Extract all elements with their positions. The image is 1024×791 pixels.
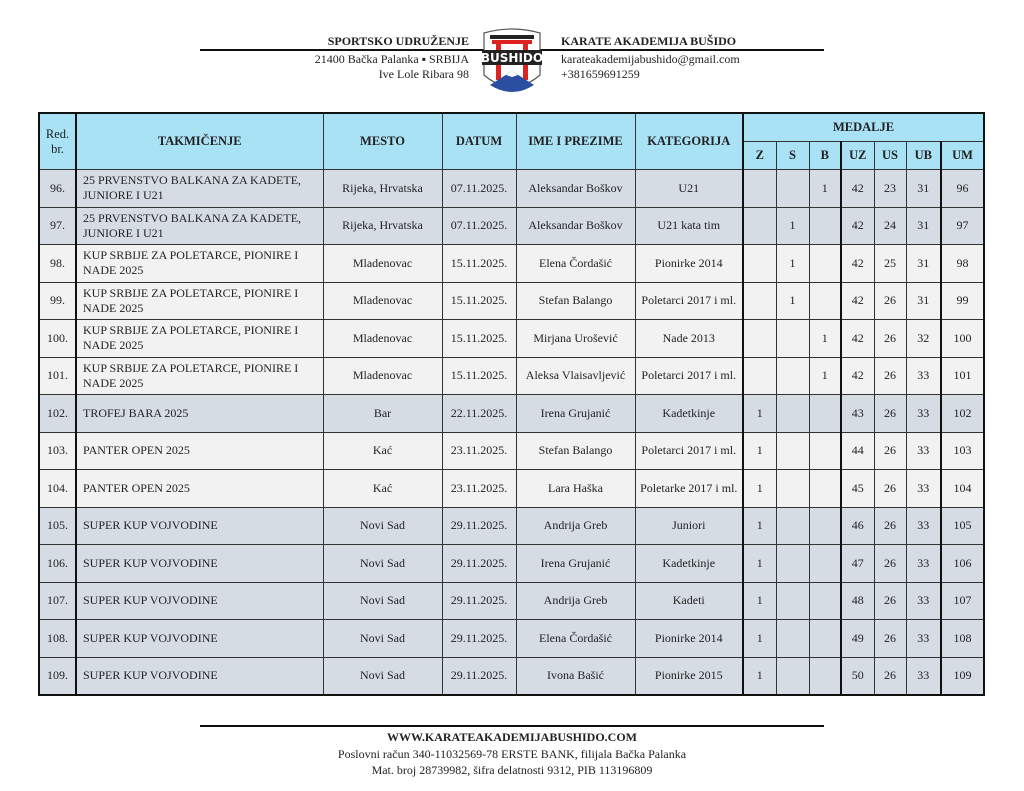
cell-place: Mladenovac [323,282,442,320]
cell-us: 26 [874,282,906,320]
table-row [39,657,984,695]
cell-b [809,207,841,245]
table-row [39,282,984,320]
cell-cat: Pionirke 2014 [635,620,743,658]
cell-s [776,432,809,470]
cell-s [776,395,809,433]
cell-us: 25 [874,245,906,283]
cell-place: Rijeka, Hrvatska [323,207,442,245]
cell-date: 15.11.2025. [442,245,516,283]
cell-b: 1 [809,320,841,358]
cell-cat: U21 kata tim [635,207,743,245]
cell-ub: 33 [906,470,941,508]
cell-um: 105 [941,507,984,545]
cell-b [809,395,841,433]
cell-name: Stefan Balango [516,432,635,470]
cell-no: 99. [39,282,76,320]
cell-no: 98. [39,245,76,283]
table-row [39,545,984,583]
cell-place: Novi Sad [323,545,442,583]
cell-uz: 42 [841,282,874,320]
cell-b [809,245,841,283]
cell-place: Mladenovac [323,320,442,358]
cell-z: 1 [743,582,776,620]
cell-z: 1 [743,657,776,695]
cell-place: Novi Sad [323,507,442,545]
cell-s [776,357,809,395]
cell-us: 26 [874,657,906,695]
table-row [39,207,984,245]
cell-us: 26 [874,320,906,358]
cell-s [776,545,809,583]
cell-z: 1 [743,395,776,433]
medals-table [38,112,985,696]
cell-ub: 31 [906,282,941,320]
bushido-logo [478,27,546,97]
cell-place: Mladenovac [323,357,442,395]
cell-uz: 44 [841,432,874,470]
cell-cat: Poletarci 2017 i ml. [635,282,743,320]
footer-divider [200,725,824,727]
cell-name: Andrija Greb [516,582,635,620]
cell-comp: SUPER KUP VOJVODINE [76,657,323,695]
cell-date: 23.11.2025. [442,432,516,470]
cell-place: Mladenovac [323,245,442,283]
cell-um: 100 [941,320,984,358]
table-row [39,432,984,470]
cell-um: 98 [941,245,984,283]
cell-us: 23 [874,170,906,208]
cell-um: 99 [941,282,984,320]
cell-name: Stefan Balango [516,282,635,320]
cell-us: 26 [874,357,906,395]
cell-z: 1 [743,620,776,658]
header-medal-ub: UB [906,142,941,170]
header-mesto: MESTO [323,113,442,170]
cell-b [809,470,841,508]
cell-z: 1 [743,432,776,470]
cell-um: 109 [941,657,984,695]
cell-uz: 42 [841,245,874,283]
cell-z [743,207,776,245]
cell-us: 24 [874,207,906,245]
cell-um: 106 [941,545,984,583]
cell-cat: Kadeti [635,582,743,620]
table-row [39,357,984,395]
club-title: KARATE AKADEMIJA BUŠIDO [561,34,737,48]
cell-b [809,507,841,545]
header-kategorija: KATEGORIJA [635,113,743,170]
cell-um: 102 [941,395,984,433]
cell-comp: SUPER KUP VOJVODINE [76,507,323,545]
cell-ub: 33 [906,545,941,583]
cell-ub: 31 [906,245,941,283]
cell-z [743,245,776,283]
cell-z: 1 [743,507,776,545]
table-row [39,320,984,358]
cell-comp: KUP SRBIJE ZA POLETARCE, PIONIRE I NADE 2025 [76,282,323,320]
cell-s [776,320,809,358]
header-medal-um: UM [941,142,984,170]
header-red-br: Red. br. [39,113,76,170]
cell-comp: PANTER OPEN 2025 [76,470,323,508]
cell-b [809,620,841,658]
table-row [39,507,984,545]
cell-b [809,582,841,620]
cell-date: 29.11.2025. [442,582,516,620]
cell-ub: 32 [906,320,941,358]
cell-us: 26 [874,470,906,508]
table-row [39,170,984,208]
cell-us: 26 [874,545,906,583]
cell-cat: Pionirke 2015 [635,657,743,695]
cell-s [776,470,809,508]
cell-comp: PANTER OPEN 2025 [76,432,323,470]
cell-um: 107 [941,582,984,620]
header-medalje: MEDALJE [743,113,984,142]
association-street: Ive Lole Ribara 98 [378,67,469,81]
cell-comp: KUP SRBIJE ZA POLETARCE, PIONIRE I NADE 2025 [76,245,323,283]
cell-us: 26 [874,620,906,658]
cell-z [743,282,776,320]
cell-uz: 42 [841,357,874,395]
cell-s [776,620,809,658]
cell-comp: SUPER KUP VOJVODINE [76,545,323,583]
cell-z [743,357,776,395]
cell-cat: Poletarci 2017 i ml. [635,357,743,395]
cell-uz: 45 [841,470,874,508]
cell-no: 109. [39,657,76,695]
cell-no: 104. [39,470,76,508]
association-title: SPORTSKO UDRUŽENJE [327,34,469,48]
cell-b: 1 [809,170,841,208]
cell-um: 101 [941,357,984,395]
cell-place: Rijeka, Hrvatska [323,170,442,208]
cell-s [776,657,809,695]
cell-name: Aleksandar Boškov [516,207,635,245]
footer-bank: Poslovni račun 340-11032569-78 ERSTE BANK, filijala Bačka Palanka [337,747,687,761]
cell-ub: 33 [906,507,941,545]
header-ime: IME I PREZIME [516,113,635,170]
cell-cat: Pionirke 2014 [635,245,743,283]
cell-name: Elena Čordašić [516,620,635,658]
cell-cat: U21 [635,170,743,208]
cell-date: 07.11.2025. [442,170,516,208]
cell-comp: 25 PRVENSTVO BALKANA ZA KADETE, JUNIORE I U21 [76,170,323,208]
cell-um: 108 [941,620,984,658]
cell-place: Bar [323,395,442,433]
cell-cat: Kadetkinje [635,395,743,433]
cell-ub: 33 [906,620,941,658]
cell-name: Irena Grujanić [516,395,635,433]
cell-ub: 31 [906,170,941,208]
cell-place: Kać [323,470,442,508]
cell-date: 22.11.2025. [442,395,516,433]
cell-z [743,320,776,358]
cell-name: Elena Čordašić [516,245,635,283]
cell-name: Aleksandar Boškov [516,170,635,208]
cell-cat: Nade 2013 [635,320,743,358]
club-email: karateakademijabushido@gmail.com [561,52,740,66]
cell-date: 15.11.2025. [442,357,516,395]
cell-ub: 33 [906,395,941,433]
cell-no: 107. [39,582,76,620]
cell-ub: 33 [906,357,941,395]
cell-name: Ivona Bašić [516,657,635,695]
cell-date: 29.11.2025. [442,620,516,658]
cell-no: 108. [39,620,76,658]
cell-uz: 48 [841,582,874,620]
cell-uz: 42 [841,320,874,358]
cell-no: 97. [39,207,76,245]
cell-no: 105. [39,507,76,545]
header-medal-s: S [776,142,809,170]
cell-no: 96. [39,170,76,208]
cell-s [776,582,809,620]
cell-b [809,657,841,695]
cell-us: 26 [874,507,906,545]
cell-s [776,507,809,545]
cell-uz: 47 [841,545,874,583]
cell-z: 1 [743,545,776,583]
header-medal-us: US [874,142,906,170]
cell-comp: 25 PRVENSTVO BALKANA ZA KADETE, JUNIORE I U21 [76,207,323,245]
cell-cat: Kadetkinje [635,545,743,583]
cell-z [743,170,776,208]
cell-comp: KUP SRBIJE ZA POLETARCE, PIONIRE I NADE 2025 [76,357,323,395]
cell-um: 103 [941,432,984,470]
cell-name: Irena Grujanić [516,545,635,583]
cell-us: 26 [874,432,906,470]
cell-z: 1 [743,470,776,508]
footer-website: WWW.KARATEAKADEMIJABUSHIDO.COM [386,730,638,744]
cell-us: 26 [874,395,906,433]
svg-text:BUSHIDO: BUSHIDO [480,51,544,65]
cell-cat: Juniori [635,507,743,545]
cell-date: 15.11.2025. [442,282,516,320]
cell-cat: Poletarci 2017 i ml. [635,432,743,470]
cell-uz: 43 [841,395,874,433]
cell-s: 1 [776,207,809,245]
cell-um: 104 [941,470,984,508]
cell-date: 15.11.2025. [442,320,516,358]
cell-name: Aleksa Vlaisavljević [516,357,635,395]
cell-no: 101. [39,357,76,395]
header-medal-z: Z [743,142,776,170]
cell-s: 1 [776,245,809,283]
cell-us: 26 [874,582,906,620]
cell-name: Mirjana Urošević [516,320,635,358]
table-row [39,582,984,620]
cell-comp: KUP SRBIJE ZA POLETARCE, PIONIRE I NADE 2025 [76,320,323,358]
cell-date: 07.11.2025. [442,207,516,245]
cell-uz: 42 [841,207,874,245]
cell-comp: SUPER KUP VOJVODINE [76,620,323,658]
footer-registration: Mat. broj 28739982, šifra delatnosti 9312, PIB 113196809 [371,763,653,777]
cell-ub: 31 [906,207,941,245]
cell-place: Kać [323,432,442,470]
cell-um: 97 [941,207,984,245]
cell-ub: 33 [906,582,941,620]
cell-name: Andrija Greb [516,507,635,545]
cell-comp: SUPER KUP VOJVODINE [76,582,323,620]
cell-uz: 42 [841,170,874,208]
table-row [39,395,984,433]
cell-cat: Poletarke 2017 i ml. [635,470,743,508]
cell-ub: 33 [906,657,941,695]
header-medal-b: B [809,142,841,170]
cell-ub: 33 [906,432,941,470]
cell-date: 29.11.2025. [442,545,516,583]
association-address: 21400 Bačka Palanka ▪ SRBIJA [314,52,469,66]
cell-no: 106. [39,545,76,583]
cell-b: 1 [809,357,841,395]
cell-b [809,545,841,583]
cell-no: 102. [39,395,76,433]
cell-date: 23.11.2025. [442,470,516,508]
cell-uz: 49 [841,620,874,658]
table-row [39,245,984,283]
cell-comp: TROFEJ BARA 2025 [76,395,323,433]
cell-place: Novi Sad [323,582,442,620]
club-phone: +381659691259 [561,67,640,81]
cell-no: 103. [39,432,76,470]
header-datum: DATUM [442,113,516,170]
cell-name: Lara Haška [516,470,635,508]
cell-um: 96 [941,170,984,208]
cell-uz: 50 [841,657,874,695]
cell-s [776,170,809,208]
table-row [39,620,984,658]
cell-s: 1 [776,282,809,320]
table-row [39,470,984,508]
cell-b [809,432,841,470]
header-takmicenje: TAKMIČENJE [76,113,323,170]
header-medal-uz: UZ [841,142,874,170]
cell-no: 100. [39,320,76,358]
cell-place: Novi Sad [323,657,442,695]
cell-place: Novi Sad [323,620,442,658]
cell-date: 29.11.2025. [442,507,516,545]
cell-date: 29.11.2025. [442,657,516,695]
cell-uz: 46 [841,507,874,545]
cell-b [809,282,841,320]
